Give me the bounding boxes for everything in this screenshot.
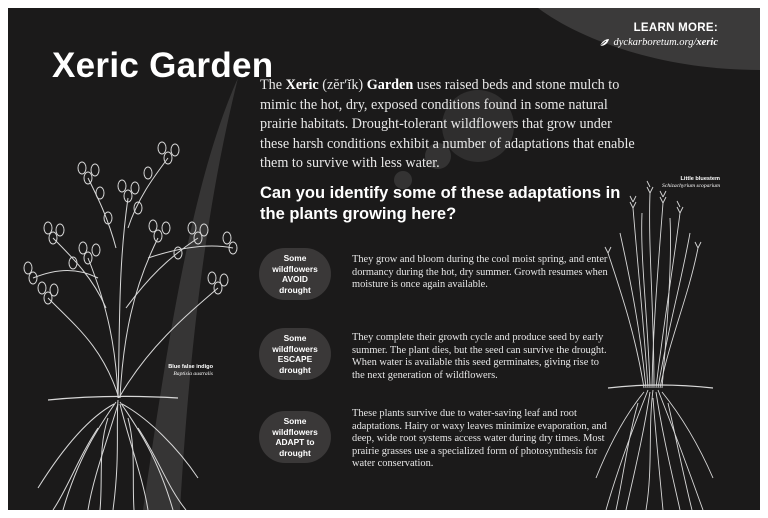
learn-more-url-prefix: dyckarboretum.org/ [613, 37, 697, 48]
left-plant-label [148, 364, 213, 377]
left-plant-common-name: Blue false indigo [168, 364, 213, 370]
light-sweep-shape [143, 78, 238, 510]
badge-line: Some [283, 333, 307, 343]
intro-the: The [260, 77, 286, 93]
left-plant-scientific-name: Baptisia australis [173, 371, 213, 377]
badge-verb: AVOID [282, 274, 308, 284]
little-bluestem-illustration [596, 181, 713, 510]
right-plant-label [648, 176, 720, 189]
question-heading: Can you identify some of these adaptations in the plants growing here? [260, 184, 621, 223]
badge-line: Some [283, 253, 307, 263]
escape-description: They complete their growth cycle and produce seed by early summer. The plant dies, but the seed can survive the drought. When water is available this seed germinates, giving rise to the next generation of wildflowers. [352, 332, 607, 381]
learn-more-label: LEARN MORE: [633, 22, 718, 34]
right-plant-scientific-name: Schizachyrium scoparium [662, 183, 720, 189]
badge-line: wildflowers [272, 426, 318, 437]
learn-more-link[interactable] [599, 37, 719, 48]
badge-verb: ESCAPE [277, 354, 313, 364]
intro-xeric-word: Xeric [285, 77, 319, 93]
exhibit-sign [8, 8, 760, 510]
badge-verb: ADAPT to [275, 437, 315, 447]
learn-more-url-emphasis: xeric [696, 37, 718, 48]
badge-line: drought [279, 284, 311, 295]
intro-pronunciation: (zĕrʹĭk) [318, 77, 367, 93]
badge-line: wildflowers [272, 263, 318, 274]
intro-paragraph [260, 76, 640, 174]
avoid-badge [259, 248, 331, 300]
intro-garden-word: Garden [366, 77, 414, 93]
badge-line: drought [279, 364, 311, 375]
badge-line: wildflowers [272, 343, 318, 354]
badge-line: Some [283, 416, 307, 426]
page-title: Xeric Garden [52, 46, 274, 85]
adapt-badge [259, 411, 331, 463]
badge-line: drought [279, 447, 311, 458]
learn-more [599, 22, 719, 48]
adapt-description: These plants survive due to water-saving leaf and root adaptations. Hairy or waxy leaves minimize evaporation, and deep, wide root systems access water during dry times. Most prairie grasses use a specialized form of photosynthesis for water conservation. [352, 408, 607, 470]
avoid-description: They grow and bloom during the cool moist spring, and enter dormancy during the hot, dry summer. Growth resumes when moisture is once again available. [352, 254, 608, 291]
leaf-icon [599, 38, 610, 47]
right-plant-common-name: Little bluestem [680, 176, 720, 182]
escape-badge [259, 328, 331, 380]
intro-body: uses raised beds and stone mulch to mimic the hot, dry, exposed conditions found in some natural prairie habitats. Drought-tolerant wildflowers that grow under these harsh conditions exhibit a number of adaptations that enable them to survive with less water. [260, 77, 635, 171]
